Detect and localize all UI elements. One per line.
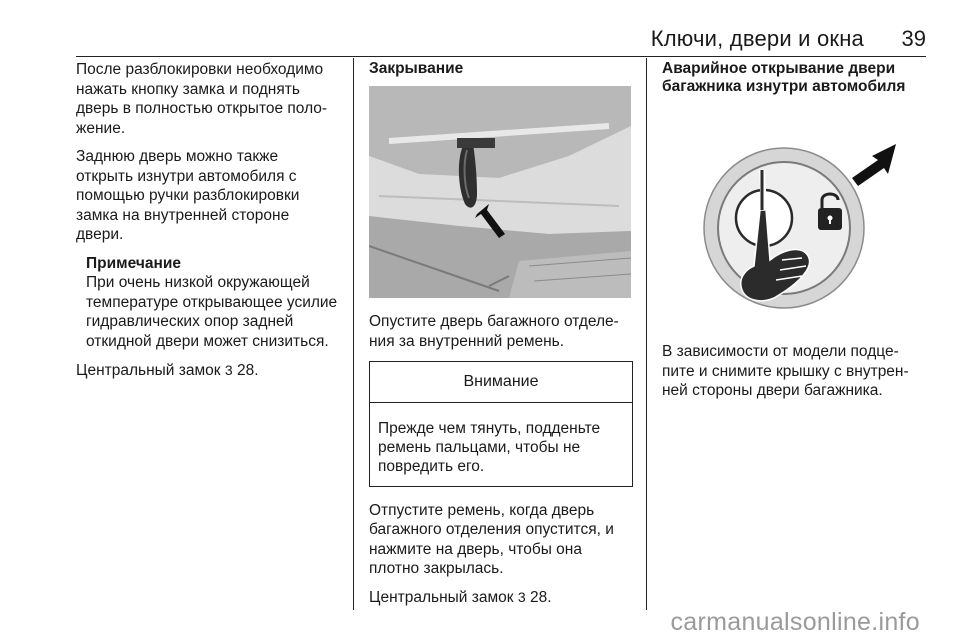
tailgate-strap-figure [369, 86, 631, 298]
xref-text: Центральный замок [76, 362, 221, 379]
cross-reference [369, 588, 633, 608]
page-header-title: Ключи, двери и окна [650, 26, 864, 51]
xref-page: 28. [236, 362, 259, 379]
emergency-release-figure [662, 110, 924, 322]
column-1 [76, 60, 338, 390]
note-title: Примечание [86, 254, 181, 272]
header-rule [76, 56, 926, 57]
paragraph-remove-cover: В зависимости от модели подце-пите и снимите крышку с внутрен-ней стороны двери багажника. [662, 343, 909, 399]
watermark: carmanualsonline.info [670, 608, 920, 636]
paragraph-unlock: После разблокировки необходимо нажать кнопку замка и поднять дверь в полностью открытое поло-жение. [76, 61, 328, 137]
figure-caption: Опустите дверь багажного отделе-ния за внутренний ремень. [369, 313, 619, 350]
column-divider-2 [646, 58, 647, 610]
column-2 [369, 60, 633, 616]
page-number: 39 [901, 26, 926, 51]
tailgate-strap-illustration [369, 86, 631, 298]
emergency-release-illustration [662, 110, 924, 322]
column-3 [662, 60, 926, 410]
heading-closing: Закрывание [369, 60, 464, 77]
xref-text: Центральный замок [369, 588, 514, 606]
warning-title: Внимание [370, 362, 632, 403]
note-text: При очень низкой окружающей температуре открывающее усилие гидравлических опор задней откидной двери может снизиться. [86, 274, 338, 350]
column-divider-1 [353, 58, 354, 610]
xref-arrow-icon: 3 [224, 362, 233, 378]
xref-page: 28. [529, 588, 552, 606]
note-block [86, 254, 338, 352]
warning-text: Прежде чем тянуть, подденьте ремень пальцами, чтобы не повредить его. [378, 419, 601, 475]
xref-arrow-icon: 3 [517, 588, 526, 605]
paragraph-inside-open: Заднюю дверь можно также открыть изнутри автомобиля с помощью ручки разблокировки замка на внутренней стороне двери. [76, 148, 300, 243]
heading-emergency-open: Аварийное открывание двери багажника изнутри автомобиля [662, 60, 906, 95]
cross-reference [76, 361, 338, 381]
paragraph-release-strap: Отпустите ремень, когда дверь багажного отделения опустится, и нажмите на дверь, чтобы она плотно закрылась. [369, 501, 614, 577]
warning-box [369, 361, 633, 487]
